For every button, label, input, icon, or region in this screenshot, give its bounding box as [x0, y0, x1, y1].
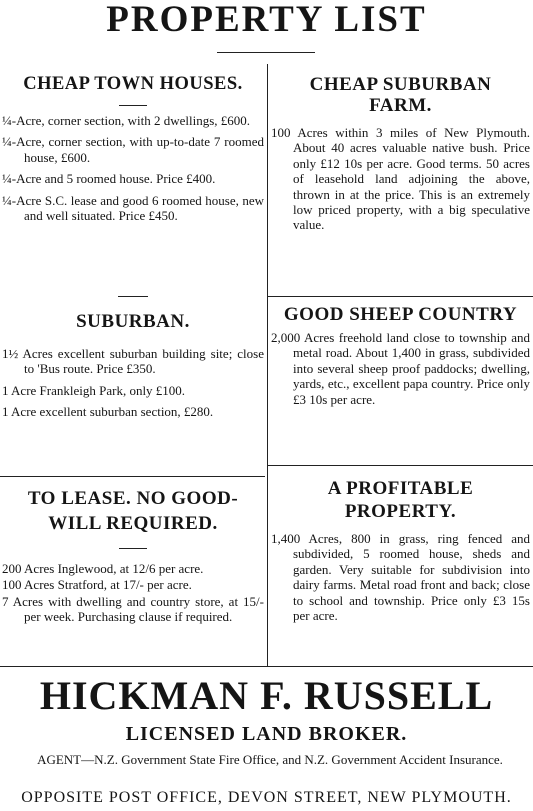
list-item: ¼-Acre S.C. lease and good 6 roomed house, new and well situated. Price £450. — [2, 192, 264, 224]
footer-divider — [0, 666, 533, 667]
section-rule — [118, 296, 148, 297]
profitable-description: 1,400 Acres, 800 in grass, ring fenced and subdivided, 5 roomed house, sheds and garden. Very suitable for subdivision into dairy farms. Metal road front and back; close to school and township. Price only £3 15s per acre. — [271, 531, 530, 624]
list-item: ¼-Acre and 5 roomed house. Price £400. — [2, 171, 216, 187]
broker-name: HICKMAN F. RUSSELL — [39, 673, 494, 718]
column-divider — [267, 64, 268, 667]
sheep-country-section — [271, 304, 530, 407]
lease-section — [2, 486, 264, 625]
agent-line: AGENT—N.Z. Government State Fire Office, and N.Z. Government Accident Insurance. — [37, 752, 503, 767]
section-rule — [119, 105, 147, 106]
section-divider — [0, 476, 265, 477]
list-item: 7 Acres with dwelling and country store, at 15/- per week. Purchasing clause if required. — [2, 593, 264, 625]
town-houses-section — [2, 74, 264, 223]
list-item: ¼-Acre, corner section, with 2 dwellings, £600. — [2, 113, 251, 128]
suburban-farm-section — [271, 74, 530, 233]
list-item: 1½ Acres excellent suburban building site; close to 'Bus route. Price £350. — [2, 346, 264, 377]
suburban-heading: SUBURBAN. — [76, 311, 190, 332]
suburban-farm-heading: CHEAP SUBURBAN FARM. — [309, 74, 492, 116]
town-houses-heading: CHEAP TOWN HOUSES. — [23, 74, 243, 94]
list-item: 1 Acre Frankleigh Park, only £100. — [2, 382, 186, 398]
list-item: 100 Acres Stratford, at 17/- per acre. — [2, 577, 192, 593]
sheep-country-heading: GOOD SHEEP COUNTRY — [283, 304, 518, 325]
profitable-property-heading: A PROFITABLE PROPERTY. — [327, 478, 474, 522]
lease-heading: TO LEASE. NO GOOD-WILL REQUIRED. — [27, 488, 239, 534]
sheep-description: 2,000 Acres freehold land close to township and metal road. About 1,400 in grass, subdivided into several sheep proof paddocks; dwelling, yards, etc., excellent papa country. Price only £3 10s per acre. — [271, 330, 530, 407]
title-rule — [217, 52, 315, 53]
list-item: 200 Acres Inglewood, at 12/6 per acre. — [2, 561, 204, 576]
farm-description: 100 Acres within 3 miles of New Plymouth. About 40 acres valuable native bush. Price only £12 10s per acre. Good terms. 50 acres of leasehold land adjoining the above, thrown in at the price. This is an extremely low priced property, with a big speculative value. — [271, 125, 530, 233]
section-divider — [268, 296, 533, 297]
list-item: ¼-Acre, corner section, with up-to-date 7 roomed house, £600. — [2, 134, 264, 165]
section-rule — [119, 548, 147, 549]
address-line: OPPOSITE POST OFFICE, DEVON STREET, NEW PLYMOUTH. — [21, 789, 512, 806]
section-divider — [268, 465, 533, 466]
list-item: 1 Acre excellent suburban section, £280. — [2, 404, 214, 420]
broker-role: LICENSED LAND BROKER. — [125, 723, 408, 745]
profitable-property-section — [271, 477, 530, 623]
suburban-section — [2, 296, 264, 420]
page-title: PROPERTY LIST — [106, 0, 427, 40]
